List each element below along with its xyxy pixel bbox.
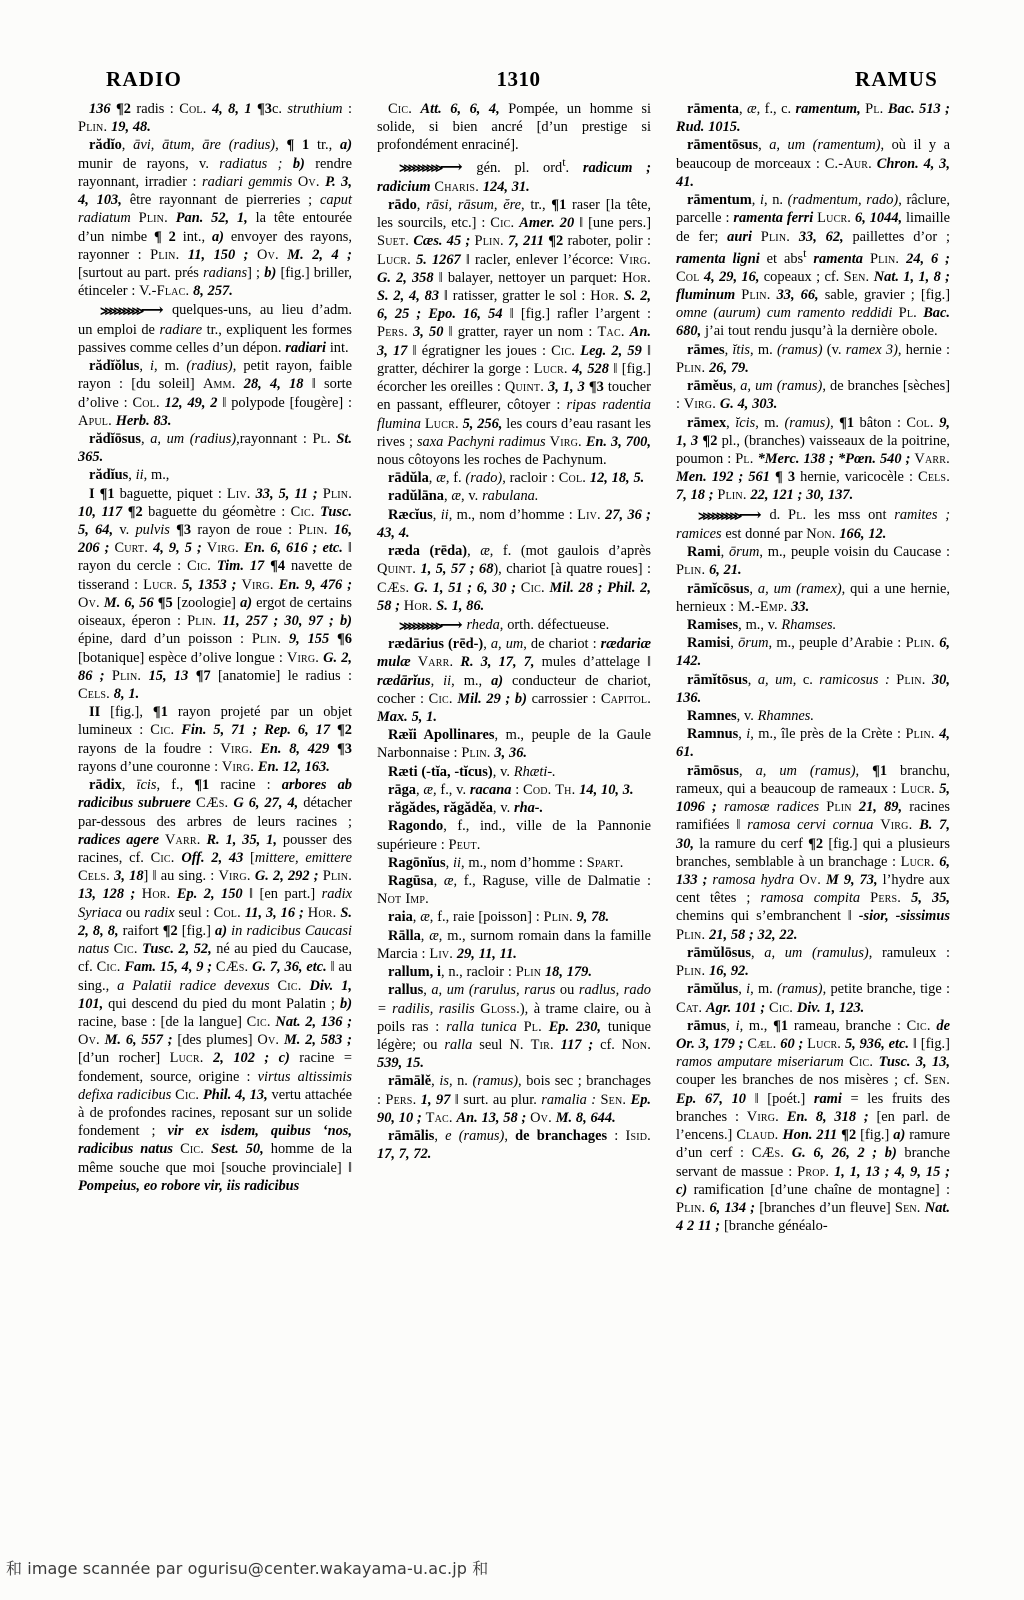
text-column-3 — [676, 100, 950, 1525]
dictionary-entry: Ramisi, ōrum, m., peuple d’Arabie : Plin. 6, 142. — [676, 635, 950, 670]
dictionary-entry: rāmōsus, a, um (ramus), ¶1 branchu, rameux, qui a beaucoup de rameaux : Lucr. 5, 1096 ; ramosæ radices Plin 21, 89, racines ramifiées ‖ ramosa cervi cornua Virg. B. 7, 30, la ramure du cerf ¶2 [fig.] qui a plusieurs branches, semblable à un branchage : Lucr. 6, 133 ; ramosa hydra Ov. M 9, 73, l’hydre aux cent têtes ; ramosa compita Pers. 5, 35, chemins qui s’embranchent ‖ -sior, -sissimus Plin. 21, 58 ; 32, 22. — [676, 762, 950, 943]
dictionary-entry: rāmālě, is, n. (ramus), bois sec ; branchages : Pers. 1, 97 ‖ surt. au plur. ramalia : Sen. Ep. 90, 10 ; Tac. An. 13, 58 ; Ov. M. 8, 644. — [377, 1073, 651, 1126]
dictionary-entry: Rami, ōrum, m., peuple voisin du Caucase : Plin. 6, 21. — [676, 544, 950, 579]
dictionary-entry: rādŭla, æ, f. (rado), racloir : Col. 12, 18, 5. — [388, 470, 645, 487]
dictionary-entry: rāga, æ, f., v. racana : Cod. Th. 14, 10, 3. — [388, 781, 634, 798]
dictionary-entry: ⋙⋙⋙⟶ rheda, orth. défectueuse. — [399, 616, 610, 634]
dictionary-entry: Rālla, æ, m., surnom romain dans la famille Marcia : Liv. 29, 11, 11. — [377, 927, 651, 962]
dictionary-entry: Ragūsa, æ, f., Raguse, ville de Dalmatie : Not Imp. — [377, 873, 651, 908]
text-column-2 — [377, 100, 651, 1525]
dictionary-entry: rāmŭlōsus, a, um (ramulus), ramuleux : Plin. 16, 92. — [676, 944, 950, 980]
dictionary-entry: rădĭōsus, a, um (radius),rayonnant : Pl. St. 365. — [78, 430, 352, 466]
dictionary-entry: Ragondo, f., ind., ville de la Pannonie supérieure : Peut. — [377, 818, 651, 853]
dictionary-entry: Ræĭi Apollinares, m., peuple de la Gaule Narbonnaise : Plin. 3, 36. — [377, 727, 651, 762]
dictionary-entry: rāmŭlus, i, m. (ramus), petite branche, tige : Cat. Agr. 101 ; Cic. Div. 1, 123. — [676, 981, 951, 1016]
dictionary-entry: Ræti (-tĭa, -tĭcus), v. Rhæti-. — [388, 763, 556, 780]
dictionary-entry: Cic. Att. 6, 6, 4, Pompée, un homme si solide, si bien ancré [d’un prestige si profondément enraciné]. — [377, 101, 651, 154]
dictionary-entry: rāmex, ĭcis, m. (ramus), ¶1 bâton : Col. 9, 1, 3 ¶2 pl., (branches) vaisseaux de la poitrine, poumon : Pl. *Merc. 138 ; *Pœn. 540 ; Varr. Men. 192 ; 561 ¶ 3 hernie, varicocèle : Cels. 7, 18 ; Plin. 22, 121 ; 30, 137. — [676, 414, 950, 504]
dictionary-entry: răgădes, răgăděa, v. rha-. — [388, 800, 544, 817]
dictionary-entry: Ragōnĭus, ii, m., nom d’homme : Spart. — [388, 854, 624, 871]
running-head — [78, 62, 946, 92]
dictionary-entry: Ramises, m., v. Rhamses. — [687, 616, 837, 633]
dictionary-entry: rāmentum, i, n. (radmentum, rado), râclure, parcelle : ramenta ferri Lucr. 6, 1044, limaille de fer; auri Plin. 33, 62, paillettes d’or ; ramenta ligni et abs$^t$ ramenta Plin. 24, 6 ; Col 4, 29, 16, copeaux ; cf. Sen. Nat. 1, 1, 8 ; fluminum Plin. 33, 66, sable, gravier ; [fig.] omne (aurum) cum ramento reddidi Pl. Bac. 680, j’ai tout rendu jusqu’à la dernière obole. — [676, 192, 950, 340]
dictionary-entry: rādo, rāsi, rāsum, ĕre, tr., ¶1 raser [la tête, les sourcils, etc.] : Cic. Amer. 20 ‖ [une pers.] Suet. Cæs. 45 ; Plin. 7, 211 ¶2 raboter, polir : Lucr. 5. 1267 ‖ racler, enlever l’écorce: Virg. G. 2, 358 ‖ balayer, nettoyer un parquet: Hor. S. 2, 4, 83 ‖ ratisser, gratter le sol : Hor. S. 2, 6, 25 ; Epo. 16, 54 ‖ [fig.] rafler l’argent : Pers. 3, 50 ‖ gratter, rayer un nom : Tac. An. 3, 17 ‖ égratigner les joues : Cic. Leg. 2, 59 ‖ gratter, déchirer la gorge : Lucr. 4, 528 ‖ [fig.] écorcher les oreilles : Quint. 3, 1, 3 ¶3 toucher en passant, effleurer, côtoyer : ripas radentia flumina Lucr. 5, 256, les cours d’eau rasant les rives ; saxa Pachyni radimus Virg. En. 3, 700, nous côtoyons les roches de Pachynum. — [377, 196, 651, 468]
dictionary-entry: rallum, i, n., racloir : Plin 18, 179. — [388, 964, 592, 981]
dictionary-entry: II [fig.], ¶1 rayon projeté par un objet lumineux : Cic. Fin. 5, 71 ; Rep. 6, 17 ¶2 rayons de la foudre : Virg. En. 8, 429 ¶3 rayons d’une couronne : Virg. En. 12, 163. — [78, 704, 352, 775]
dictionary-entry: Ramnes, v. Rhamnes. — [687, 708, 814, 725]
dictionary-entry: rādix, īcis, f., ¶1 racine : arbores ab radicibus subruere CÆs. G 6, 27, 4, détacher par-dessous des arbres de leurs racines ; radices agere Varr. R. 1, 35, 1, pousser des racines, cf. Cic. Off. 2, 43 [mittere, emittere Cels. 3, 18] ‖ au sing. : Virg. G. 2, 292 ; Plin. 13, 128 ; Hor. Ep. 2, 150 ‖ [en part.] radix Syriaca ou radix seul : Col. 11, 3, 16 ; Hor. S. 2, 8, 8, raifort ¶2 [fig.] a) in radicibus Caucasi natus Cic. Tusc. 2, 52, né au pied du Caucase, cf. Cic. Fam. 15, 4, 9 ; CÆs. G. 7, 36, etc. ‖ au sing., a Palatii radice devexus Cic. Div. 1, 101, qui descend du pied du mont Palatin ; b) racine, base : [de la langue] Cic. Nat. 2, 136 ; Ov. M. 6, 557 ; [des plumes] Ov. M. 2, 583 ; [d’un rocher] Lucr. 2, 102 ; c) racine = fondement, source, origine : virtus altissimis defixa radicibus Cic. Phil. 4, 13, vertu attachée à de profondes racines, reposant sur un solide fondement ; vir ex isdem, quibus ‘nos, radicibus natus Cic. Sest. 50, homme de la même souche que moi [souche provinciale] ‖ Pompeius, eo robore vir, iis radicibus — [78, 777, 353, 1194]
dictionary-entry: raia, æ, f., raie [poisson] : Plin. 9, 78. — [388, 909, 610, 926]
dictionary-entry: rāmĭtōsus, a, um, c. ramicosus : Plin. 30, 136. — [676, 671, 950, 706]
dictionary-entry: ⋙⋙⋙⟶ d. Pl. les mss ont ramites ; ramices est donné par Non. 166, 12. — [676, 506, 950, 542]
dictionary-entry: rāmentōsus, a, um (ramentum), où il y a beaucoup de morceaux : C.-Aur. Chron. 4, 3, 41. — [676, 137, 950, 190]
dictionary-entry: rallus, a, um (rarulus, rarus ou radlus, rado = radilis, rasilis Gloss.), à trame claire, ou à poils ras : ralla tunica Pl. Ep. 230, tunique légère; ou ralla seul N. Tir. 117 ; cf. Non. 539, 15. — [377, 982, 651, 1072]
text-column-1 — [78, 100, 352, 1525]
dictionary-entry: ræda (rēda), æ, f. (mot gaulois d’après Quint. 1, 5, 57 ; 68), chariot [à quatre roues] : CÆs. G. 1, 51 ; 6, 30 ; Cic. Mil. 28 ; Phil. 2, 58 ; Hor. S. 1, 86. — [377, 543, 651, 614]
running-head-right: RAMUS — [854, 67, 938, 91]
column-container — [78, 100, 950, 1525]
dictionary-entry: rāmālis, e (ramus), de branchages : Isid. 17, 7, 72. — [377, 1128, 651, 1163]
dictionary-entry: rāmus, i, m., ¶1 rameau, branche : Cic. de Or. 3, 179 ; Cæl. 60 ; Lucr. 5, 936, etc. ‖ [fig.] ramos amputare miseriarum Cic. Tusc. 3, 13, couper les branches de nos misères ; cf. Sen. Ep. 67, 10 ‖ [poét.] rami = les fruits des branches : Virg. En. 8, 318 ; [en parl. de l’encens.] Claud. Hon. 211 ¶2 [fig.] a) ramure d’un cerf : CÆs. G. 6, 26, 2 ; b) branche servant de massue : Prop. 1, 1, 13 ; 4, 9, 15 ; c) ramification [d’une chaîne de montagne] : Plin. 6, 134 ; [branches d’un fleuve] Sen. Nat. 4 2 11 ; [branche généalo- — [676, 1017, 950, 1235]
dictionary-entry: I ¶1 baguette, piquet : Liv. 33, 5, 11 ; Plin. 10, 117 ¶2 baguette du géomètre : Cic. Tusc. 5, 64, v. pulvis ¶3 rayon de roue : Plin. 16, 206 ; Curt. 4, 9, 5 ; Virg. En. 6, 616 ; etc. ‖ rayon du cercle : Cic. Tim. 17 ¶4 navette de tisserand : Lucr. 5, 1353 ; Virg. En. 9, 476 ; Ov. M. 6, 56 ¶5 [zoologie] a) ergot de certains oiseaux, éperon : Plin. 11, 257 ; 30, 97 ; b) épine, dard d’un poisson : Plin. 9, 155 ¶6 [botanique] espèce d’olive longue : Virg. G. 2, 86 ; Plin. 15, 13 ¶7 [anatomie] le radius : Cels. 8, 1. — [78, 485, 353, 703]
page-folio-number: 1310 — [496, 67, 541, 91]
dictionary-entry: Ræcĭus, ii, m., nom d’homme : Liv. 27, 36 ; 43, 4. — [377, 506, 651, 541]
dictionary-entry: rāměus, a, um (ramus), de branches [sèches] : Virg. G. 4, 303. — [676, 378, 950, 413]
dictionary-entry: rāmĭcōsus, a, um (ramex), qui a une hernie, hernieux : M.-Emp. 33. — [676, 580, 950, 615]
dictionary-entry: 136 ¶2 radis : Col. 4, 8, 1 ¶3c. struthium : Plin. 19, 48. — [78, 101, 352, 136]
scan-credit-text: 和 image scannée par ogurisu@center.wakayama-u.ac.jp 和 — [6, 1558, 489, 1578]
dictionary-entry: rædārius (rēd-), a, um, de chariot : rædariæ mulæ Varr. R. 3, 17, 7, mules d’attelage ‖ rædārĭus, ii, m., a) conducteur de chariot, cocher : Cic. Mil. 29 ; b) carrossier : Capitol. Max. 5, 1. — [377, 636, 651, 726]
dictionary-entry: Ramnus, i, m., île près de la Crète : Plin. 4, 61. — [676, 726, 950, 761]
dictionary-entry: ⋙⋙⋙⟶ gén. pl. ord$^t$. radicum ; radicium Charis. 124, 31. — [377, 154, 651, 195]
dictionary-entry: rădĭŏlus, i, m. (radius), petit rayon, faible rayon : [du soleil] Amm. 28, 4, 18 ‖ sorte d’olive : Col. 12, 49, 2 ‖ polypode [fougère] : Apul. Herb. 83. — [78, 358, 352, 429]
dictionary-entry: rāmenta, æ, f., c. ramentum, Pl. Bac. 513 ; Rud. 1015. — [676, 101, 950, 136]
dictionary-entry: rădĭo, āvi, ātum, āre (radius), ¶ 1 tr., a) munir de rayons, v. radiatus ; b) rendre rayonnant, irradier : radiari gemmis Ov. P. 3, 4, 103, être rayonnant de pierreries ; caput radiatum Plin. Pan. 52, 1, la tête entourée d’un nimbe ¶ 2 int., a) envoyer des rayons, rayonner : Plin. 11, 150 ; Ov. M. 2, 4 ; [surtout au part. prés radians] ; b) [fig.] briller, étinceler : V.-Flac. 8, 257. — [78, 137, 353, 300]
dictionary-entry: rădĭus, ii, m., — [89, 467, 170, 484]
dictionary-entry: radŭlāna, æ, v. rabulana. — [388, 488, 539, 505]
dictionary-entry: ⋙⋙⋙⟶ quelques-uns, au lieu d’adm. un emploi de radiare tr., expliquent les formes passives comme celles d’un dépon. radiari int. — [78, 302, 352, 356]
scan-credit-footer — [0, 1547, 1024, 1587]
running-head-left: RADIO — [106, 67, 183, 91]
dictionary-entry: rāmes, ĭtis, m. (ramus) (v. ramex 3), hernie : Plin. 26, 79. — [676, 341, 950, 376]
